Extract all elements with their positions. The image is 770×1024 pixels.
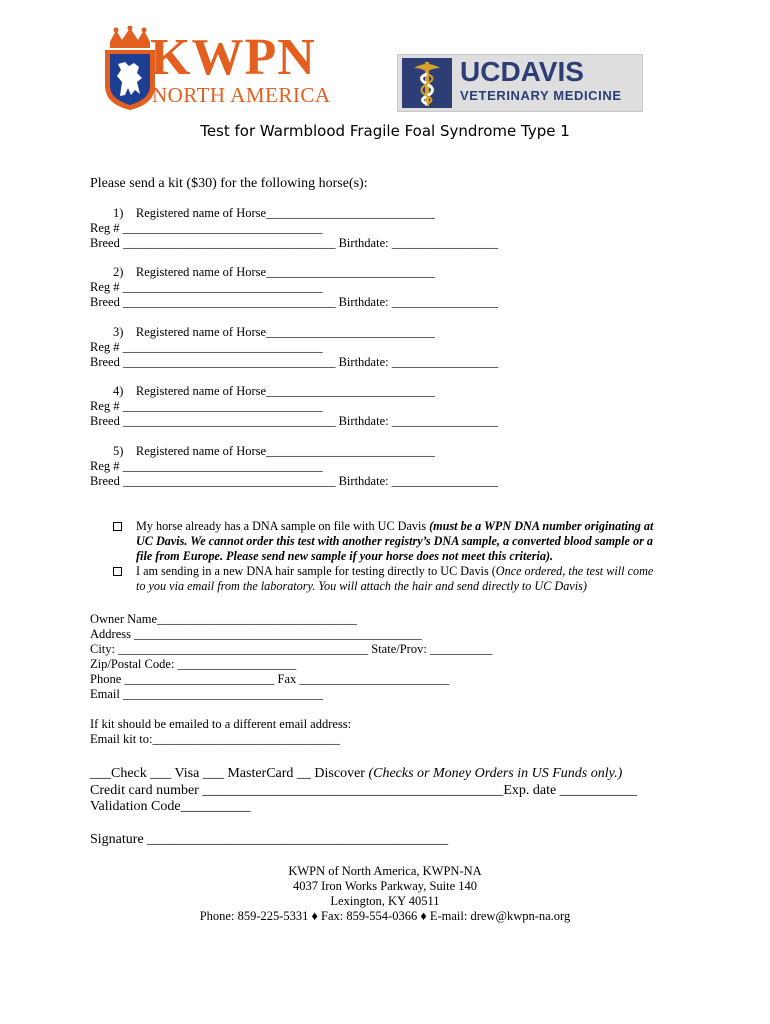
- horse-4-reg-field[interactable]: Reg # ________________________________: [90, 399, 323, 413]
- phone-fax-field[interactable]: Phone ________________________ Fax ________________________: [90, 672, 450, 686]
- dna-on-file-requirement-line-2: [136, 534, 653, 549]
- dna-on-file-checkbox[interactable]: [113, 522, 122, 531]
- horse-3-reg-field[interactable]: Reg # ________________________________: [90, 340, 323, 354]
- new-hair-sample-note-2: to you via email from the laboratory. You will attach the hair and send directly to UC Davis): [136, 579, 587, 593]
- new-hair-sample-label: I am sending in a new DNA hair sample for testing directly to UC Davis (: [136, 564, 496, 578]
- horse-4-name-field[interactable]: 4) Registered name of Horse___________________________: [113, 384, 435, 398]
- horse-2-reg-field[interactable]: Reg # ________________________________: [90, 280, 323, 294]
- footer-contact: Phone: 859-225-5331 ♦ Fax: 859-554-0366 ♦ E-mail: drew@kwpn-na.org: [199, 909, 571, 923]
- city-state-field[interactable]: City: ________________________________________ State/Prov: __________: [90, 642, 493, 656]
- new-hair-sample-checkbox[interactable]: [113, 567, 122, 576]
- horse-5-name-field[interactable]: 5) Registered name of Horse___________________________: [113, 444, 435, 458]
- horse-3-breed-birthdate-field[interactable]: Breed __________________________________ Birthdate: _________________: [90, 355, 498, 369]
- signature-field[interactable]: Signature ___________________________________________: [90, 832, 449, 847]
- ucdavis-logo-subtitle: VETERINARY MEDICINE: [460, 88, 622, 103]
- intro-text: Please send a kit ($30) for the following horse(s):: [90, 176, 368, 191]
- credit-card-field[interactable]: Credit card number ___________________________________________Exp. date ___________: [90, 783, 637, 798]
- zip-field[interactable]: Zip/Postal Code: ___________________: [90, 657, 297, 671]
- dna-on-file-requirement-1: (must be a WPN DNA number originating at: [429, 519, 654, 533]
- footer-city: Lexington, KY 40511: [330, 894, 440, 908]
- dna-on-file-requirement-2: UC Davis. We cannot order this test with another registry’s DNA sample, a converted blood sample or a: [136, 534, 653, 548]
- horse-1-name-field[interactable]: 1) Registered name of Horse___________________________: [113, 206, 435, 220]
- horse-2-breed-birthdate-field[interactable]: Breed __________________________________ Birthdate: _________________: [90, 295, 498, 309]
- horse-5-reg-field[interactable]: Reg # ________________________________: [90, 459, 323, 473]
- ucdavis-logo-wordmark: UCDAVIS: [460, 56, 584, 87]
- footer-org: KWPN of North America, KWPN-NA: [288, 864, 482, 878]
- new-hair-sample-note-line-2: [136, 579, 587, 594]
- email-field[interactable]: Email ________________________________: [90, 687, 323, 701]
- horse-1-reg-field[interactable]: Reg # ________________________________: [90, 221, 323, 235]
- horse-5-breed-birthdate-field[interactable]: Breed __________________________________ Birthdate: _________________: [90, 474, 498, 488]
- dna-on-file-label: My horse already has a DNA sample on file with UC Davis: [136, 519, 430, 533]
- payment-methods[interactable]: ___Check ___ Visa ___ MasterCard __ Discover: [90, 766, 369, 781]
- kwpn-logo-subtitle: NORTH AMERICA: [152, 83, 331, 107]
- caduceus-icon: [402, 56, 456, 110]
- new-hair-sample-note-1: Once ordered, the test will come: [495, 564, 654, 578]
- dna-on-file-requirement-line-3: [136, 549, 553, 564]
- dna-on-file-option: [136, 519, 653, 534]
- dna-on-file-requirement-3: file from Europe. Please send new sample if your horse does not meet this criteria).: [136, 549, 554, 563]
- new-hair-sample-option: [136, 564, 653, 579]
- payment-note: (Checks or Money Orders in US Funds only.): [368, 766, 623, 781]
- horse-3-name-field[interactable]: 3) Registered name of Horse___________________________: [113, 325, 435, 339]
- validation-code-field[interactable]: Validation Code__________: [90, 799, 251, 814]
- address-field[interactable]: Address ______________________________________________: [90, 627, 422, 641]
- horse-2-name-field[interactable]: 2) Registered name of Horse___________________________: [113, 265, 435, 279]
- document-title: Test for Warmblood Fragile Foal Syndrome Type 1: [200, 122, 570, 140]
- footer-street: 4037 Iron Works Parkway, Suite 140: [292, 879, 478, 893]
- horse-4-breed-birthdate-field[interactable]: Breed __________________________________ Birthdate: _________________: [90, 414, 498, 428]
- payment-methods-line[interactable]: [90, 765, 622, 782]
- kwpn-logo-wordmark: KWPN: [150, 29, 316, 86]
- horse-1-breed-birthdate-field[interactable]: Breed __________________________________ Birthdate: _________________: [90, 236, 498, 250]
- owner-name-field[interactable]: Owner Name________________________________: [90, 612, 357, 626]
- alt-email-instruction: If kit should be emailed to a different email address:: [90, 717, 352, 731]
- email-kit-to-field[interactable]: Email kit to:______________________________: [90, 732, 340, 746]
